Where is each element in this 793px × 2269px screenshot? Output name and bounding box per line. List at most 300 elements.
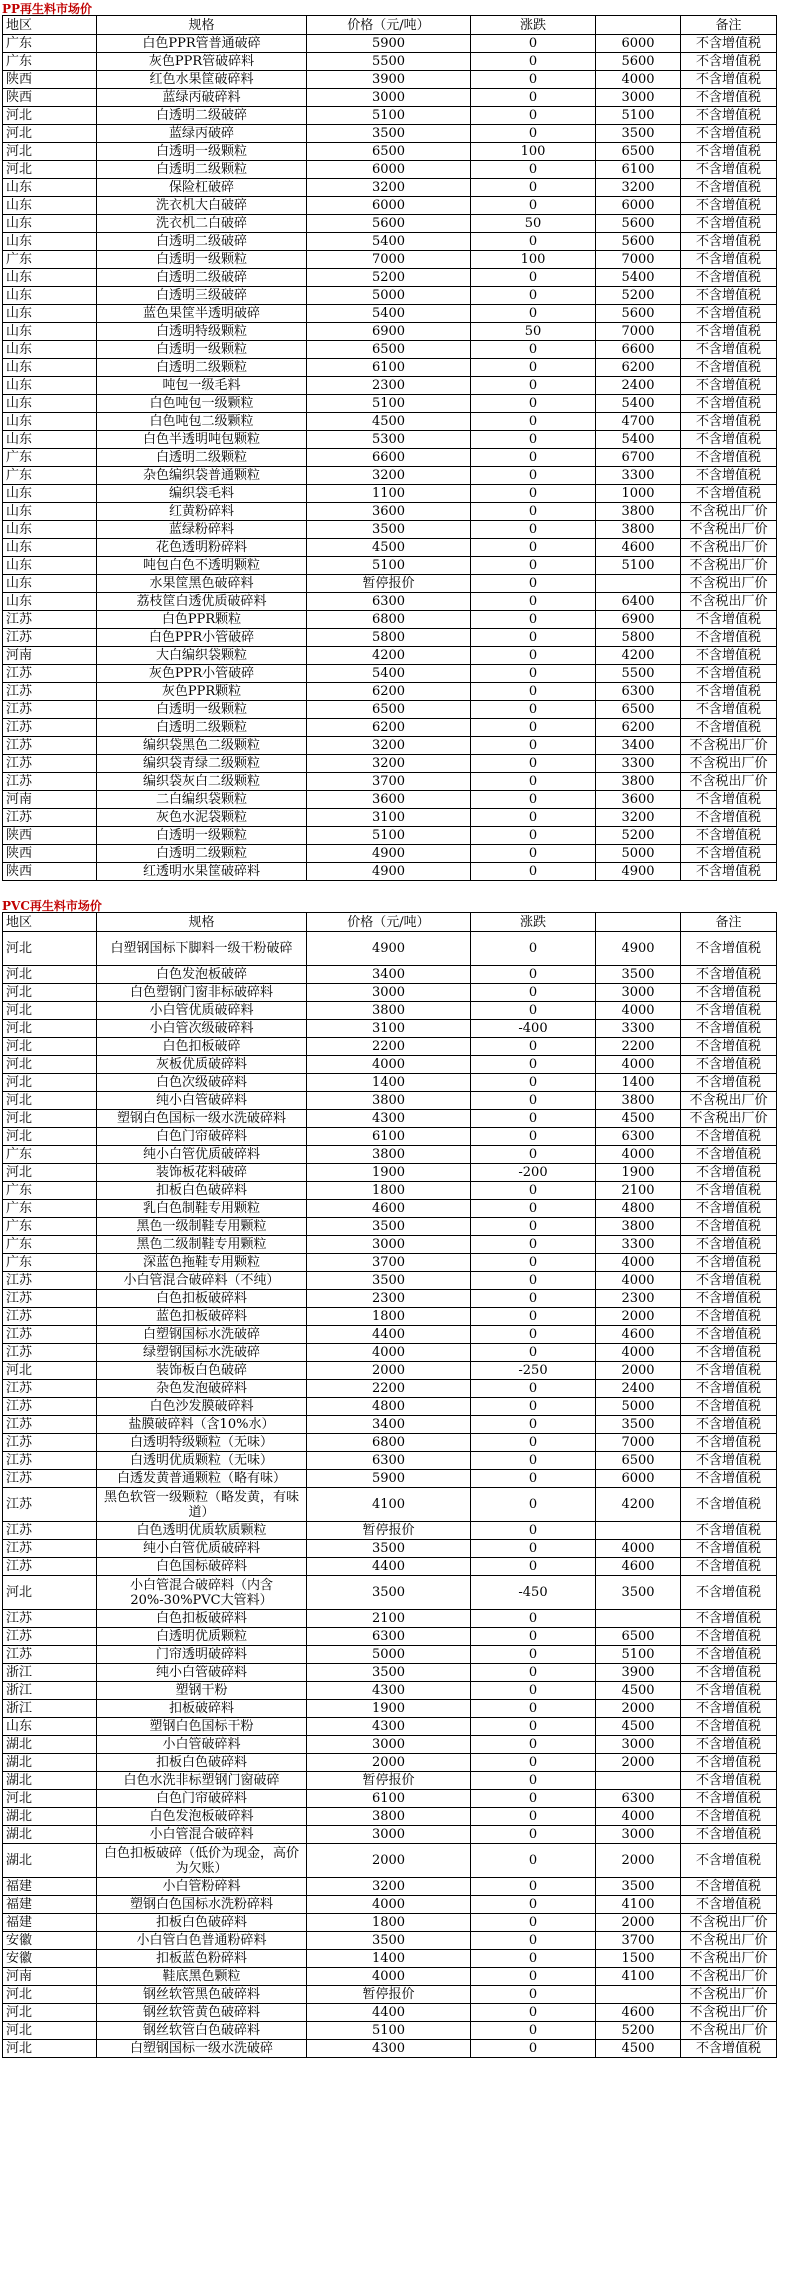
cell-prev-price: 3500 (596, 966, 681, 984)
header-spec: 规格 (97, 913, 307, 932)
cell-region: 浙江 (3, 1700, 97, 1718)
cell-price: 4600 (307, 1200, 471, 1218)
cell-note: 不含增值税 (681, 611, 777, 629)
cell-region: 山东 (3, 287, 97, 305)
cell-price: 1400 (307, 1074, 471, 1092)
cell-change: 0 (471, 1398, 596, 1416)
cell-region: 广东 (3, 1254, 97, 1272)
cell-note: 不含增值税 (681, 1896, 777, 1914)
cell-prev-price: 2200 (596, 1038, 681, 1056)
cell-region: 湖北 (3, 1736, 97, 1754)
cell-price: 4000 (307, 1056, 471, 1074)
cell-change: 0 (471, 1290, 596, 1308)
cell-price: 4500 (307, 539, 471, 557)
cell-prev-price: 5400 (596, 395, 681, 413)
cell-region: 河北 (3, 107, 97, 125)
cell-prev-price: 6700 (596, 449, 681, 467)
cell-change: 0 (471, 665, 596, 683)
table-row (3, 377, 777, 395)
cell-price: 5100 (307, 107, 471, 125)
cell-prev-price: 6000 (596, 1470, 681, 1488)
cell-note: 不含增值税 (681, 1736, 777, 1754)
table-row (3, 1164, 777, 1182)
cell-change: 100 (471, 143, 596, 161)
cell-price: 4000 (307, 1344, 471, 1362)
cell-change: 0 (471, 233, 596, 251)
cell-prev-price: 3500 (596, 125, 681, 143)
table-row (3, 1038, 777, 1056)
cell-note: 不含增值税 (681, 1038, 777, 1056)
cell-spec: 白透明二级破碎 (97, 269, 307, 287)
cell-spec: 白透明一级颗粒 (97, 251, 307, 269)
cell-prev-price: 4600 (596, 1558, 681, 1576)
table-row (3, 1074, 777, 1092)
cell-price: 暂停报价 (307, 1772, 471, 1790)
cell-region: 河北 (3, 2004, 97, 2022)
table-row (3, 89, 777, 107)
cell-change: 0 (471, 287, 596, 305)
cell-region: 山东 (3, 215, 97, 233)
cell-spec: 扣板白色破碎料 (97, 1182, 307, 1200)
cell-prev-price: 5400 (596, 269, 681, 287)
cell-change: 0 (471, 107, 596, 125)
cell-spec: 吨包白色不透明颗粒 (97, 557, 307, 575)
header-change: 涨跌 (471, 913, 596, 932)
cell-note: 不含增值税 (681, 1218, 777, 1236)
cell-prev-price: 3300 (596, 467, 681, 485)
table-row (3, 575, 777, 593)
cell-prev-price: 2400 (596, 377, 681, 395)
cell-spec: 塑钢干粉 (97, 1682, 307, 1700)
table-row (3, 611, 777, 629)
cell-change: -200 (471, 1164, 596, 1182)
cell-note: 不含增值税 (681, 1700, 777, 1718)
table-row (3, 395, 777, 413)
cell-prev-price (596, 1522, 681, 1540)
table-row (3, 791, 777, 809)
cell-change: 0 (471, 1254, 596, 1272)
cell-note: 不含税出厂价 (681, 737, 777, 755)
cell-prev-price: 4000 (596, 1146, 681, 1164)
cell-change: 0 (471, 431, 596, 449)
cell-region: 江苏 (3, 1416, 97, 1434)
cell-prev-price: 6500 (596, 1452, 681, 1470)
cell-spec: 扣板蓝色粉碎料 (97, 1950, 307, 1968)
cell-change: 0 (471, 449, 596, 467)
cell-price: 5000 (307, 287, 471, 305)
table-row (3, 1610, 777, 1628)
cell-spec: 绿塑钢国标水洗破碎 (97, 1344, 307, 1362)
table-row (3, 593, 777, 611)
cell-note: 不含增值税 (681, 1772, 777, 1790)
cell-change: 0 (471, 1540, 596, 1558)
table-row (3, 1128, 777, 1146)
cell-price: 3500 (307, 521, 471, 539)
cell-region: 河南 (3, 791, 97, 809)
cell-price: 3500 (307, 1218, 471, 1236)
cell-change: 0 (471, 1110, 596, 1128)
cell-region: 湖北 (3, 1844, 97, 1878)
cell-price: 4300 (307, 2040, 471, 2058)
cell-prev-price: 1500 (596, 1950, 681, 1968)
table-row (3, 161, 777, 179)
cell-change: 0 (471, 1682, 596, 1700)
cell-prev-price: 7000 (596, 323, 681, 341)
cell-change: 0 (471, 161, 596, 179)
cell-note: 不含增值税 (681, 1182, 777, 1200)
cell-spec: 黑色软管一级颗粒（略发黄，有味道） (97, 1488, 307, 1522)
cell-spec: 白塑钢国标水洗破碎 (97, 1326, 307, 1344)
table-row (3, 557, 777, 575)
cell-region: 山东 (3, 323, 97, 341)
pvc-section-title: PVC再生料市场价 (2, 899, 102, 913)
cell-spec: 白色扣板破碎（低价为现金，高价为欠账） (97, 1844, 307, 1878)
cell-spec: 编织袋青绿二级颗粒 (97, 755, 307, 773)
cell-change: 0 (471, 701, 596, 719)
cell-prev-price: 6500 (596, 1628, 681, 1646)
cell-change: 0 (471, 1092, 596, 1110)
cell-prev-price: 5600 (596, 305, 681, 323)
cell-spec: 小白管粉碎料 (97, 1878, 307, 1896)
table-row (3, 431, 777, 449)
cell-note: 不含增值税 (681, 701, 777, 719)
table-row (3, 341, 777, 359)
cell-region: 河南 (3, 647, 97, 665)
cell-change: 0 (471, 1986, 596, 2004)
cell-spec: 白色扣板破碎料 (97, 1610, 307, 1628)
table-row (3, 1700, 777, 1718)
cell-prev-price (596, 1772, 681, 1790)
cell-price: 6600 (307, 449, 471, 467)
cell-note: 不含增值税 (681, 161, 777, 179)
cell-note: 不含增值税 (681, 197, 777, 215)
cell-price: 3700 (307, 773, 471, 791)
cell-price: 4900 (307, 932, 471, 966)
cell-note: 不含增值税 (681, 485, 777, 503)
cell-price: 4100 (307, 1488, 471, 1522)
cell-region: 广东 (3, 1146, 97, 1164)
cell-region: 江苏 (3, 1646, 97, 1664)
cell-price: 3100 (307, 1020, 471, 1038)
cell-price: 5100 (307, 2022, 471, 2040)
cell-change: 0 (471, 1736, 596, 1754)
cell-price: 1800 (307, 1308, 471, 1326)
pp-section-title: PP再生料市场价 (2, 2, 93, 16)
table-row (3, 719, 777, 737)
cell-change: 0 (471, 1932, 596, 1950)
cell-prev-price: 3800 (596, 521, 681, 539)
table-row (3, 53, 777, 71)
cell-region: 山东 (3, 305, 97, 323)
cell-prev-price: 5600 (596, 233, 681, 251)
cell-note: 不含增值税 (681, 1272, 777, 1290)
cell-prev-price: 4600 (596, 1326, 681, 1344)
cell-change: 0 (471, 1896, 596, 1914)
cell-price: 3600 (307, 791, 471, 809)
cell-price: 4400 (307, 1558, 471, 1576)
cell-region: 广东 (3, 1182, 97, 1200)
table-row (3, 1362, 777, 1380)
cell-note: 不含增值税 (681, 395, 777, 413)
cell-spec: 白色发泡板破碎料 (97, 1808, 307, 1826)
cell-prev-price: 5200 (596, 827, 681, 845)
cell-change: 0 (471, 1038, 596, 1056)
cell-spec: 灰色PPR颗粒 (97, 683, 307, 701)
cell-spec: 深蓝色拖鞋专用颗粒 (97, 1254, 307, 1272)
header-prev-price (596, 913, 681, 932)
cell-note: 不含增值税 (681, 719, 777, 737)
cell-region: 山东 (3, 413, 97, 431)
cell-price: 3800 (307, 1808, 471, 1826)
cell-price: 6000 (307, 197, 471, 215)
cell-region: 安徽 (3, 1950, 97, 1968)
cell-spec: 小白管混合破碎料（内含20%-30%PVC大管料） (97, 1576, 307, 1610)
cell-price: 3200 (307, 1878, 471, 1896)
cell-spec: 白透明特级颗粒（无味） (97, 1434, 307, 1452)
cell-price: 4900 (307, 863, 471, 881)
table-row (3, 1646, 777, 1664)
cell-spec: 白色塑钢门窗非标破碎料 (97, 984, 307, 1002)
cell-change: 0 (471, 1646, 596, 1664)
cell-note: 不含税出厂价 (681, 755, 777, 773)
cell-prev-price: 4200 (596, 1488, 681, 1522)
cell-price: 3400 (307, 1416, 471, 1434)
cell-spec: 红色水果筐破碎料 (97, 71, 307, 89)
cell-note: 不含增值税 (681, 305, 777, 323)
cell-price: 3100 (307, 809, 471, 827)
cell-note: 不含增值税 (681, 932, 777, 966)
table-row (3, 1326, 777, 1344)
cell-price: 2300 (307, 377, 471, 395)
cell-prev-price: 4000 (596, 1056, 681, 1074)
cell-change: 50 (471, 323, 596, 341)
cell-note: 不含税出厂价 (681, 503, 777, 521)
cell-price: 3000 (307, 1236, 471, 1254)
cell-note: 不含增值税 (681, 966, 777, 984)
cell-change: 0 (471, 932, 596, 966)
table-header-row (3, 16, 777, 35)
cell-region: 山东 (3, 431, 97, 449)
cell-region: 山东 (3, 539, 97, 557)
cell-change: 0 (471, 1610, 596, 1628)
cell-note: 不含税出厂价 (681, 1968, 777, 1986)
table-row (3, 1452, 777, 1470)
cell-region: 河北 (3, 1128, 97, 1146)
cell-region: 江苏 (3, 1628, 97, 1646)
cell-note: 不含税出厂价 (681, 773, 777, 791)
cell-prev-price: 2000 (596, 1308, 681, 1326)
table-row (3, 647, 777, 665)
cell-price: 暂停报价 (307, 1522, 471, 1540)
cell-region: 山东 (3, 269, 97, 287)
cell-prev-price: 1000 (596, 485, 681, 503)
cell-spec: 扣板白色破碎料 (97, 1754, 307, 1772)
cell-prev-price: 3800 (596, 503, 681, 521)
table-row (3, 1540, 777, 1558)
cell-prev-price: 2400 (596, 1380, 681, 1398)
cell-note: 不含增值税 (681, 1074, 777, 1092)
cell-price: 4000 (307, 1968, 471, 1986)
cell-region: 江苏 (3, 629, 97, 647)
cell-price: 6800 (307, 611, 471, 629)
cell-price: 3600 (307, 503, 471, 521)
cell-note: 不含增值税 (681, 1056, 777, 1074)
table-row (3, 1488, 777, 1522)
cell-price: 6300 (307, 593, 471, 611)
cell-price: 5800 (307, 629, 471, 647)
cell-prev-price: 4000 (596, 1002, 681, 1020)
cell-note: 不含增值税 (681, 1878, 777, 1896)
cell-region: 广东 (3, 251, 97, 269)
cell-price: 3800 (307, 1146, 471, 1164)
cell-region: 山东 (3, 377, 97, 395)
cell-spec: 蓝绿丙破碎料 (97, 89, 307, 107)
cell-region: 江苏 (3, 755, 97, 773)
cell-region: 江苏 (3, 611, 97, 629)
cell-spec: 洗衣机大白破碎 (97, 197, 307, 215)
cell-region: 江苏 (3, 1380, 97, 1398)
cell-region: 河南 (3, 1968, 97, 1986)
cell-change: 0 (471, 2022, 596, 2040)
cell-note: 不含增值税 (681, 179, 777, 197)
cell-note: 不含增值税 (681, 1558, 777, 1576)
cell-note: 不含增值税 (681, 683, 777, 701)
cell-spec: 装饰板白色破碎 (97, 1362, 307, 1380)
cell-spec: 荔枝筐白透优质破碎料 (97, 593, 307, 611)
cell-change: 0 (471, 1718, 596, 1736)
cell-price: 2100 (307, 1610, 471, 1628)
cell-note: 不含税出厂价 (681, 1986, 777, 2004)
cell-change: 0 (471, 1968, 596, 1986)
cell-price: 6300 (307, 1452, 471, 1470)
cell-prev-price: 4000 (596, 71, 681, 89)
table-row (3, 1002, 777, 1020)
cell-prev-price: 6100 (596, 161, 681, 179)
cell-prev-price: 5200 (596, 287, 681, 305)
cell-note: 不含增值税 (681, 125, 777, 143)
cell-note: 不含增值税 (681, 827, 777, 845)
cell-region: 河北 (3, 1362, 97, 1380)
table-row (3, 1914, 777, 1932)
cell-change: 0 (471, 593, 596, 611)
cell-note: 不含增值税 (681, 791, 777, 809)
cell-note: 不含增值税 (681, 1200, 777, 1218)
cell-note: 不含增值税 (681, 647, 777, 665)
cell-note: 不含增值税 (681, 1540, 777, 1558)
cell-note: 不含增值税 (681, 71, 777, 89)
cell-spec: 红黄粉碎料 (97, 503, 307, 521)
table-row (3, 1808, 777, 1826)
cell-spec: 纯小白管优质破碎料 (97, 1146, 307, 1164)
table-header-row (3, 913, 777, 932)
cell-prev-price: 6200 (596, 719, 681, 737)
cell-spec: 蓝色果筐半透明破碎 (97, 305, 307, 323)
cell-change: 0 (471, 53, 596, 71)
table-row (3, 503, 777, 521)
cell-change: 0 (471, 485, 596, 503)
cell-region: 江苏 (3, 809, 97, 827)
table-row (3, 1380, 777, 1398)
cell-prev-price: 5100 (596, 1646, 681, 1664)
cell-price: 5100 (307, 395, 471, 413)
table-row (3, 1182, 777, 1200)
cell-region: 河北 (3, 1576, 97, 1610)
cell-note: 不含增值税 (681, 845, 777, 863)
cell-note: 不含增值税 (681, 1308, 777, 1326)
cell-change: 0 (471, 1772, 596, 1790)
cell-note: 不含增值税 (681, 665, 777, 683)
cell-price: 2300 (307, 1290, 471, 1308)
cell-prev-price: 3000 (596, 1736, 681, 1754)
table-row (3, 107, 777, 125)
cell-spec: 白透明优质颗粒（无味） (97, 1452, 307, 1470)
cell-spec: 白透明二级颗粒 (97, 845, 307, 863)
cell-change: 0 (471, 521, 596, 539)
table-row (3, 1434, 777, 1452)
cell-price: 2200 (307, 1038, 471, 1056)
cell-prev-price: 4500 (596, 1682, 681, 1700)
cell-prev-price: 5600 (596, 215, 681, 233)
cell-prev-price: 4000 (596, 1808, 681, 1826)
cell-region: 江苏 (3, 737, 97, 755)
cell-spec: 白透明一级颗粒 (97, 341, 307, 359)
cell-spec: 灰色水泥袋颗粒 (97, 809, 307, 827)
table-row (3, 1398, 777, 1416)
table-row (3, 1272, 777, 1290)
cell-prev-price: 7000 (596, 251, 681, 269)
cell-spec: 小白管白色普通粉碎料 (97, 1932, 307, 1950)
cell-change: 0 (471, 179, 596, 197)
table-row (3, 1628, 777, 1646)
cell-spec: 白透明二级颗粒 (97, 719, 307, 737)
cell-spec: 塑钢白色国标干粉 (97, 1718, 307, 1736)
cell-region: 江苏 (3, 1540, 97, 1558)
table-row (3, 683, 777, 701)
cell-note: 不含税出厂价 (681, 2022, 777, 2040)
table-row (3, 485, 777, 503)
table-row (3, 1772, 777, 1790)
cell-region: 江苏 (3, 1398, 97, 1416)
table-row (3, 1664, 777, 1682)
cell-prev-price: 7000 (596, 1434, 681, 1452)
cell-change: 0 (471, 719, 596, 737)
cell-spec: 保险杠破碎 (97, 179, 307, 197)
cell-price: 5100 (307, 557, 471, 575)
cell-prev-price: 3300 (596, 1020, 681, 1038)
cell-note: 不含增值税 (681, 1826, 777, 1844)
cell-prev-price: 5400 (596, 431, 681, 449)
cell-region: 江苏 (3, 1558, 97, 1576)
cell-region: 山东 (3, 575, 97, 593)
cell-region: 河北 (3, 1056, 97, 1074)
cell-prev-price: 6000 (596, 35, 681, 53)
cell-note: 不含税出厂价 (681, 593, 777, 611)
cell-note: 不含增值税 (681, 1628, 777, 1646)
table-row (3, 467, 777, 485)
cell-region: 山东 (3, 1718, 97, 1736)
cell-change: 0 (471, 755, 596, 773)
cell-price: 4300 (307, 1718, 471, 1736)
cell-change: 0 (471, 1664, 596, 1682)
table-row (3, 737, 777, 755)
cell-prev-price: 5000 (596, 845, 681, 863)
cell-note: 不含增值税 (681, 1434, 777, 1452)
cell-price: 1900 (307, 1700, 471, 1718)
cell-prev-price: 6300 (596, 683, 681, 701)
cell-note: 不含增值税 (681, 1790, 777, 1808)
cell-prev-price: 4500 (596, 2040, 681, 2058)
cell-prev-price: 3800 (596, 1092, 681, 1110)
